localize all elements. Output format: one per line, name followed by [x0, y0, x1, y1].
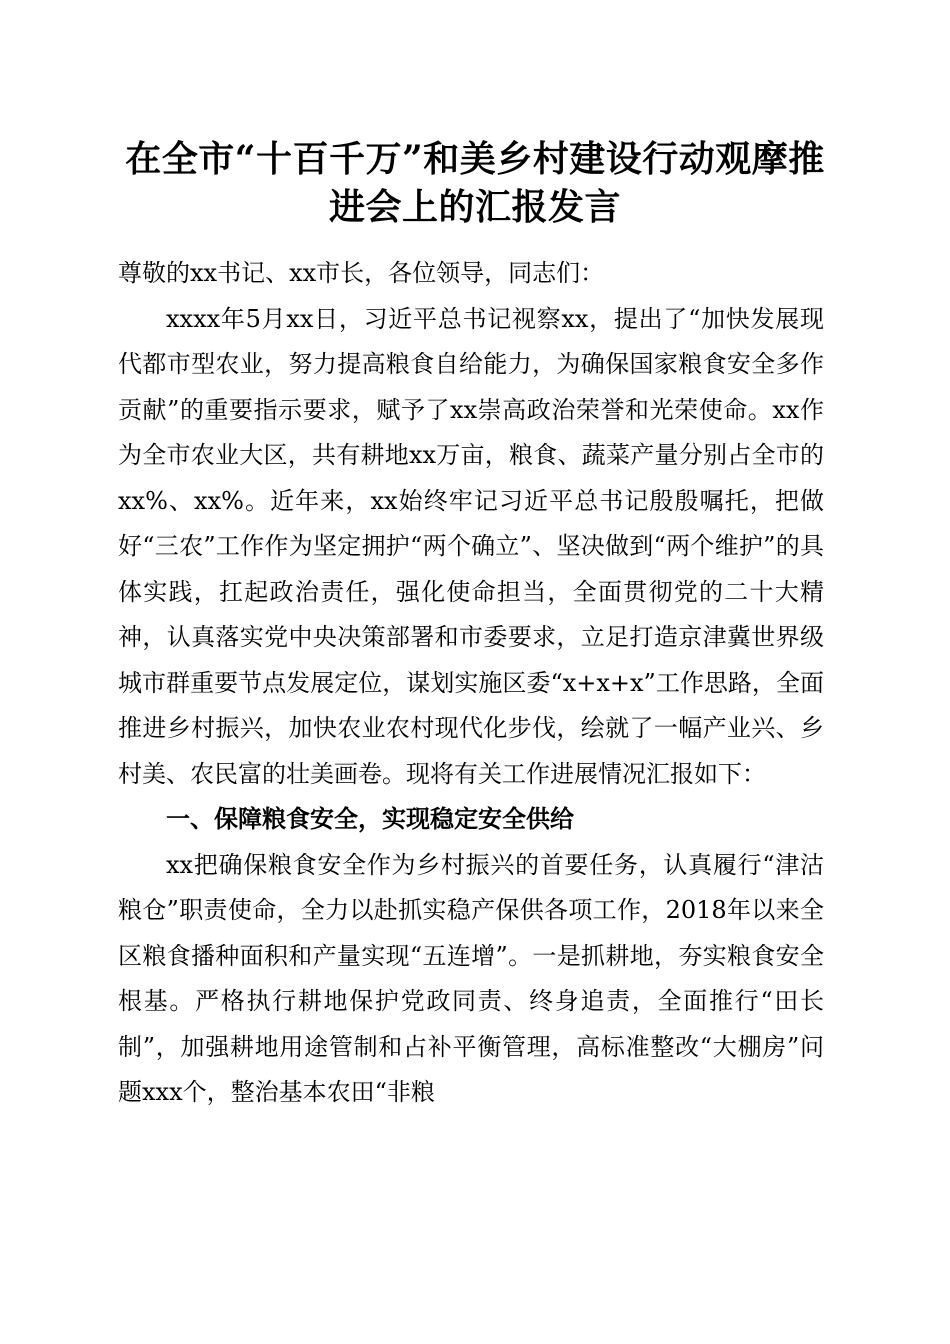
title-line-2: 进会上的汇报发言 [328, 186, 621, 228]
document-title [100, 135, 850, 231]
intro-paragraph: xxxx年5月xx日，习近平总书记视察xx，提出了“加快发展现代都市型农业，努力提高粮食自给能力，为确保国家粮食安全多作贡献”的重要指示要求，赋予了xx崇高政治荣誉和光荣使命。xx作为全市农业大区，共有耕地xx万亩，粮食、蔬菜产量分别占全市的xx%、xx%。近年来，xx始终牢记习近平总书记殷殷嘱托，把做好“三农”工作作为坚定拥护“两个确立”、坚决做到“两个维护”的具体实践，扛起政治责任，强化使命担当，全面贯彻党的二十大精神，认真落实党中央决策部署和市委要求，立足打造京津冀世界级城市群重要节点发展定位，谋划实施区委“x+x+x”工作思路，全面推进乡村振兴，加快农业农村现代化步伐，绘就了一幅产业兴、乡村美、农民富的壮美画卷。现将有关工作进展情况汇报如下： [118, 304, 824, 788]
title-line-1: 在全市“十百千万”和美乡村建设行动观摩推 [125, 138, 825, 180]
salutation: 尊敬的xx书记、xx市长，各位领导，同志们： [118, 259, 605, 287]
section-paragraph: xx把确保粮食安全作为乡村振兴的首要任务，认真履行“津沽粮仓”职责使命，全力以赴抓实稳产保供各项工作，2018年以来全区粮食播种面积和产量实现“五连增”。一是抓耕地，夯实粮食安全根基。严格执行耕地保护党政同责、终身追责，全面推行“田长制”，加强耕地用途管制和占补平衡管理，高标准整改“大棚房”问题xxx个，整治基本农田“非粮 [118, 850, 824, 1106]
document-body [118, 251, 824, 1116]
section-heading: 一、保障粮食安全，实现稳定安全供给 [166, 805, 574, 833]
